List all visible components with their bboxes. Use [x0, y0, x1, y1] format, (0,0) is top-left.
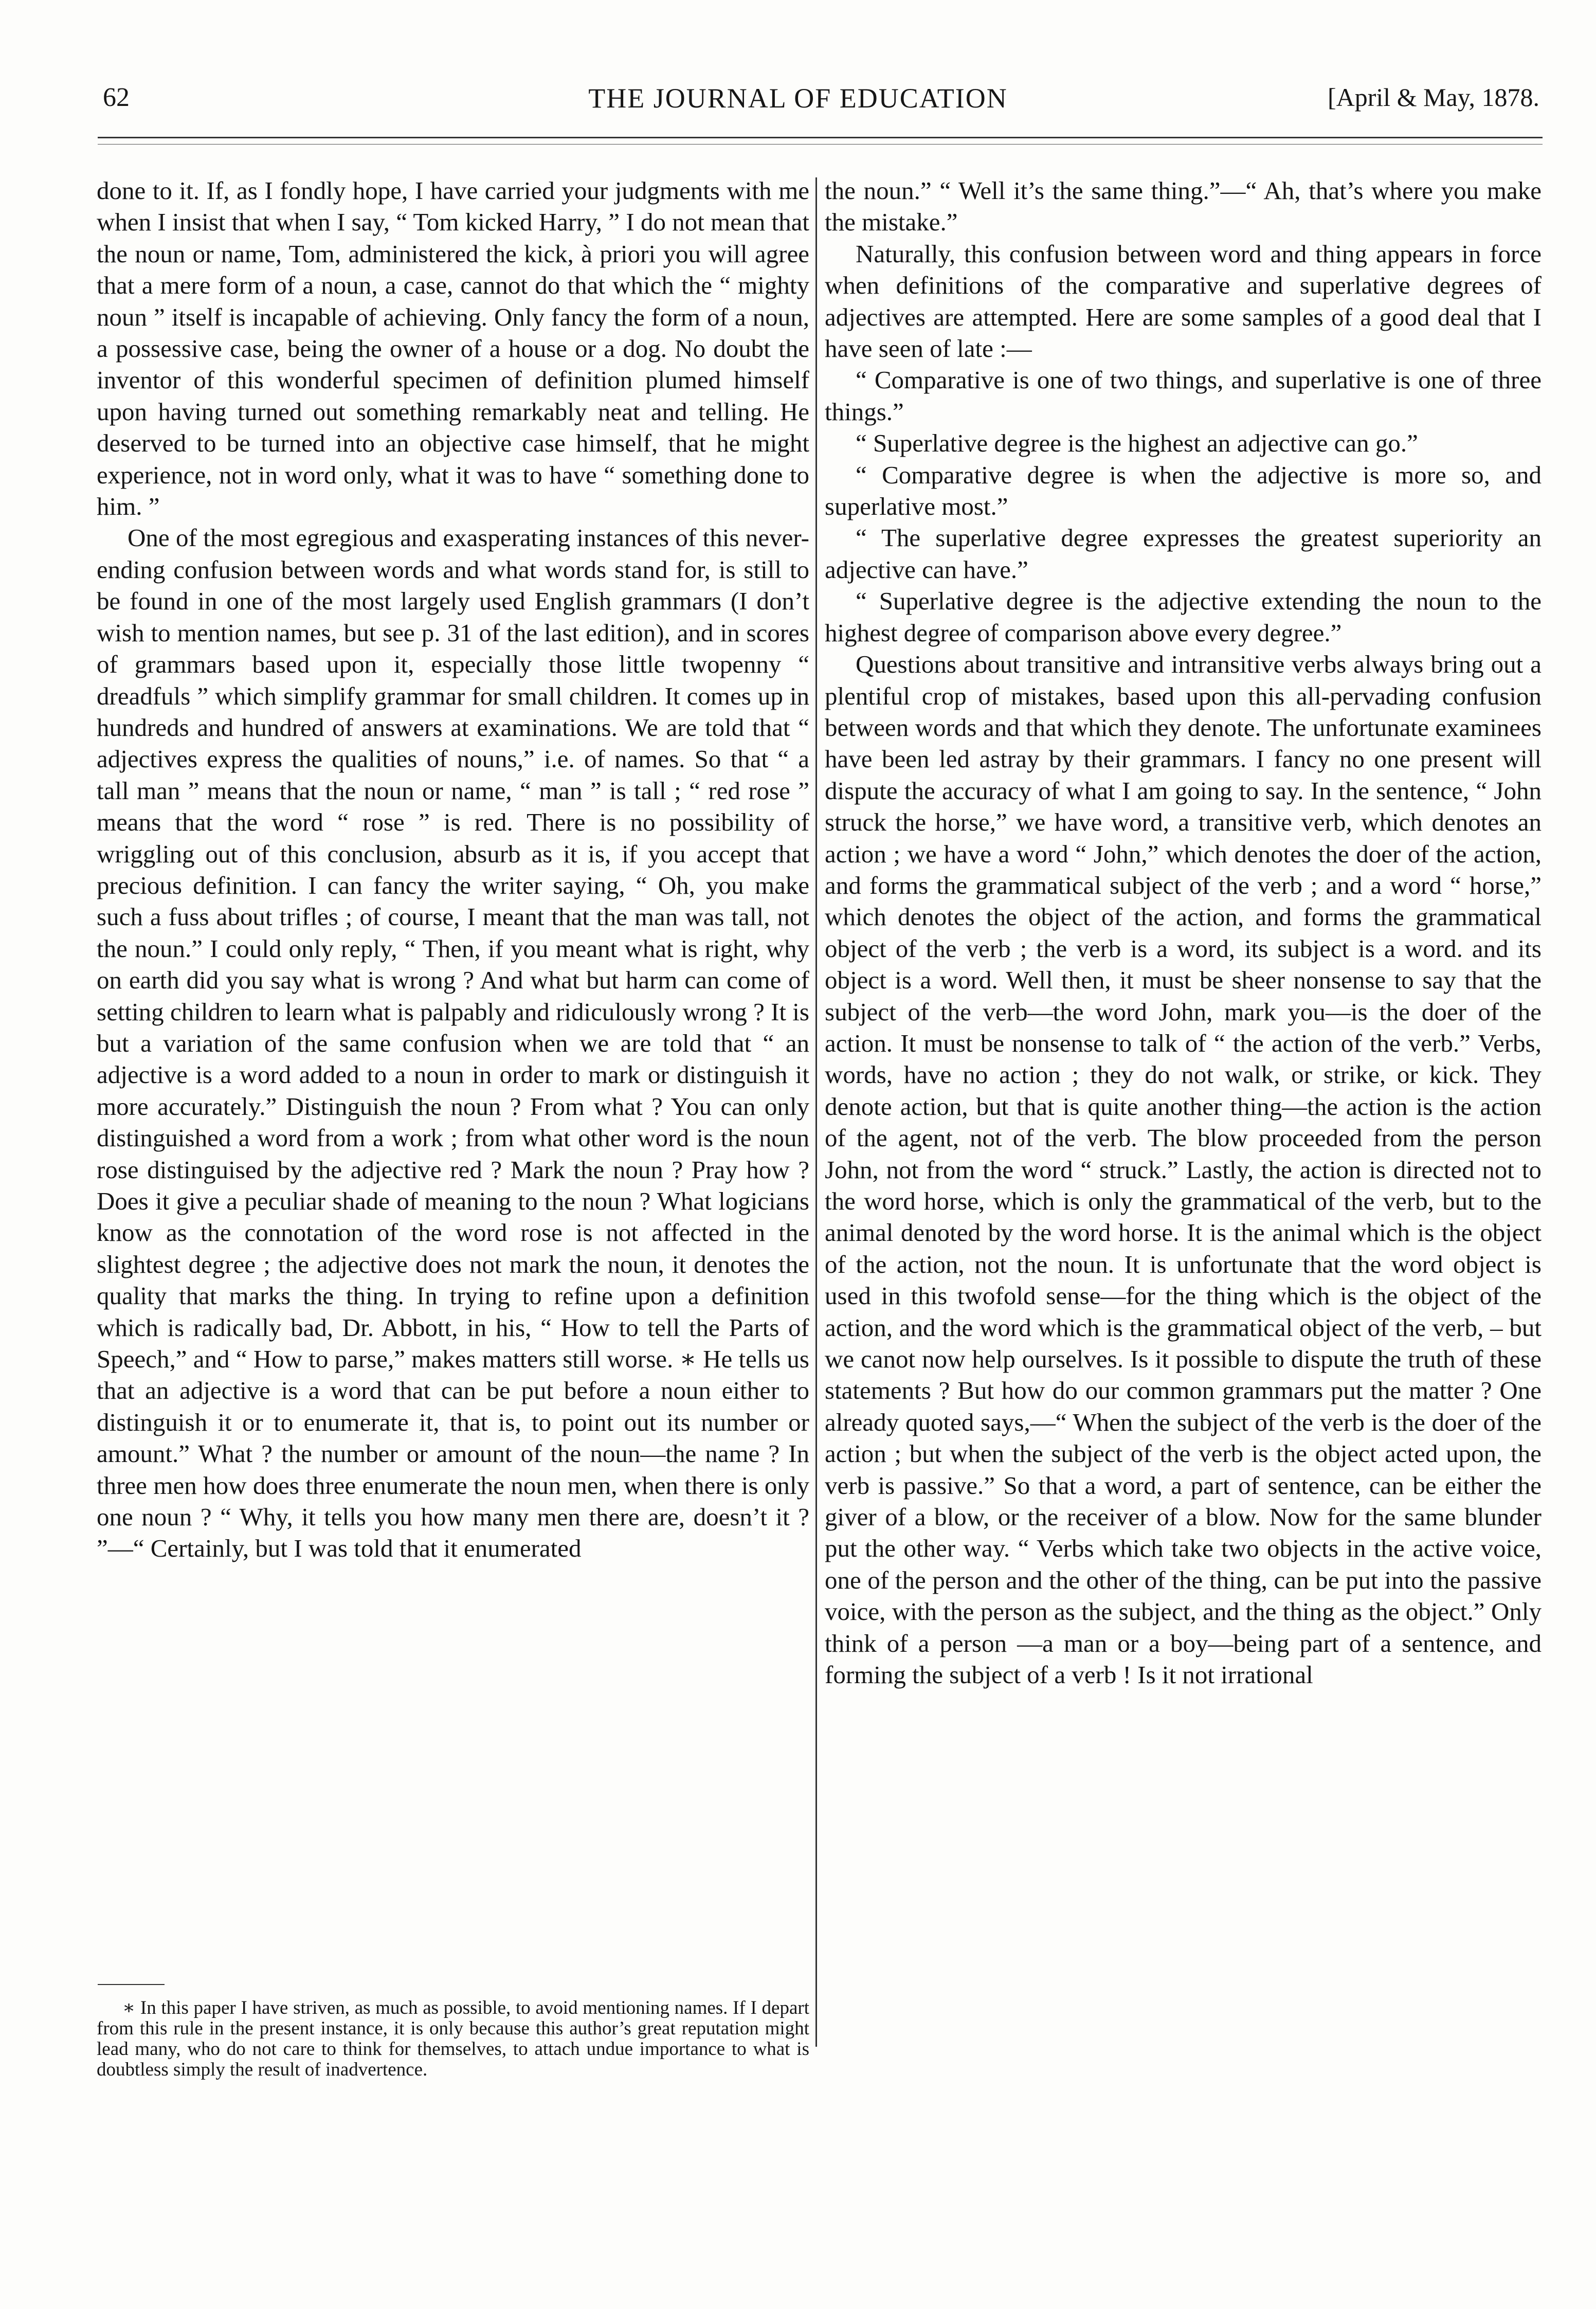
column-divider: [815, 177, 817, 2047]
footnote: [97, 1998, 809, 2080]
quoted-definition: “ The superlative degree expresses the greatest superiority an adjective can have.”: [825, 524, 1541, 584]
quoted-definition: “ Superlative degree is the highest an adjective can go.”: [856, 429, 1418, 458]
paragraph: the noun.” “ Well it’s the same thing.”—“ Ah, that’s where you make the mistake.”: [825, 176, 1541, 237]
quoted-definition: “ Comparative is one of two things, and superlative is one of three things.”: [825, 366, 1541, 426]
quoted-definition: “ Superlative degree is the adjective extending the noun to the highest degree of comparison above every degree.”: [825, 587, 1541, 647]
footnote-text: ∗ In this paper I have striven, as much as possible, to avoid mentioning names. If I depart from this rule in the present instance, it is only because this author’s great reputation might lead many, who do not care to think for themselves, to attach undue importance to what is doubtless simply the result of inadvertence.: [97, 1997, 809, 2080]
right-column: [825, 175, 1541, 1691]
footnote-rule: [98, 1984, 165, 1985]
quoted-definition: “ Comparative degree is when the adjective is more so, and superlative most.”: [825, 460, 1541, 521]
paragraph: done to it. If, as I fondly hope, I have carried your judgments with me when I insist that when I say, “ Tom kicked Harry, ” I do not mean that the noun or name, Tom, administered the kick, à priori you will agree that a mere form of a noun, a case, cannot do that which the “ mighty noun ” itself is incapable of achieving. Only fancy the form of a noun, a possessive case, being the owner of a house or a dog. No doubt the inventor of this wonderful specimen of definition plumed himself upon having turned out something remarkably neat and telling. He deserved to be turned into an objective case himself, that he might experience, not in word only, what it was to have “ something done to him. ”: [97, 176, 809, 521]
running-header: [0, 82, 1596, 129]
journal-title: THE JOURNAL OF EDUCATION: [588, 83, 1008, 114]
left-column: [97, 175, 809, 1564]
issue-date: [April & May, 1878.: [1328, 83, 1539, 112]
paragraph: One of the most egregious and exasperating instances of this never-ending confusion between words and what words stand for, is still to be found in one of the most largely used English grammars (I don’t wish to mention names, but see p. 31 of the last edition), and in scores of grammars based upon it, especially those little twopenny “ dreadfuls ” which simplify grammar for small children. It comes up in hundreds and hundred of answers at examinations. We are told that “ adjectives express the qualities of nouns,” i.e. of names. So that “ a tall man ” means that the noun or name, “ man ” is tall ; “ red rose ” means that the word “ rose ” is red. There is no possibility of wriggling out of this conclusion, absurb as it is, if you accept that precious definition. I can fancy the writer saying, “ Oh, you make such a fuss about trifles ; of course, I meant that the man was tall, not the noun.” I could only reply, “ Then, if you meant what is right, why on earth did you say what is wrong ? And what but harm can come of setting children to learn what is palpably and ridiculously wrong ? It is but a variation of the same confusion when we are told that “ an adjective is a word added to a noun in order to mark or distinguish it more accurately.” Distinguish the noun ? From what ? You can only distinguished a word from a work ; from what other word is the noun rose distinguised by the adjective red ? Mark the noun ? Pray how ? Does it give a peculiar shade of meaning to the noun ? What logicians know as the connotation of the word rose is not affected in the slightest degree ; the adjective does not mark the noun, it denotes the quality that marks the thing. In trying to refine upon a definition which is radically bad, Dr. Abbott, in his, “ How to tell the Parts of Speech,” and “ How to parse,” makes matters still worse. ∗ He tells us that an adjective is a word that can be put before a noun either to distinguish it or to enumerate it, that is, to point out its number or amount.” What ? the number or amount of the noun—the name ? In three men how does three enumerate the noun men, when there is only one noun ? “ Why, it tells you how many men there are, doesn’t it ? ”—“ Certainly, but I was told that it enumerated: [97, 524, 809, 1563]
header-rule: [98, 137, 1543, 138]
paragraph: Naturally, this confusion between word and thing appears in force when definitions of the comparative and superlative degrees of adjectives are attempted. Here are some samples of a good deal that I have seen of late :—: [825, 239, 1541, 363]
header-rule-thin: [98, 144, 1543, 145]
paragraph: Questions about transitive and intransitive verbs always bring out a plentiful crop of mistakes, based upon this all-pervading confusion between words and that which they denote. The unfortunate examinees have been led astray by their grammars. I fancy no one present will dispute the accuracy of what I am going to say. In the sentence, “ John struck the horse,” we have word, a transitive verb, which denotes an action ; we have a word “ John,” which denotes the doer of the action, and forms the grammatical subject of the verb ; and a word “ horse,” which denotes the object of the action, and forms the grammatical object of the verb ; the verb is a word, its subject is a word. and its object is a word. Well then, it must be sheer nonsense to say that the subject of the verb—the word John, mark you—is the doer of the action. It must be nonsense to talk of “ the action of the verb.” Verbs, words, have no action ; they do not walk, or strike, or kick. They denote action, but that is quite another thing—the action is the action of the agent, not of the verb. The blow proceeded from the person John, not from the word “ struck.” Lastly, the action is directed not to the word horse, which is only the grammatical of the verb, but to the animal denoted by the word horse. It is the animal which is the object of the action, not the noun. It is unfortunate that the word object is used in this twofold sense—for the thing which is the object of the action, and the word which is the grammatical object of the verb, – but we canot now help ourselves. Is it possible to dispute the truth of these statements ? But how do our common grammars put the matter ? One already quoted says,—“ When the subject of the verb is the doer of the action ; but when the subject of the verb is the object acted upon, the verb is passive.” So that a word, a part of sentence, can be either the giver of a blow, or the receiver of a blow. Now for the same blunder put the other way. “ Verbs which take two objects in the active voice, one of the person and the other of the thing, can be put into the passive voice, with the person as the subject, and the thing as the object.” Only think of a person —a man or a boy—being part of a sentence, and forming the subject of a verb ! Is it not irrational: [825, 650, 1541, 1689]
page-number: 62: [103, 83, 130, 112]
